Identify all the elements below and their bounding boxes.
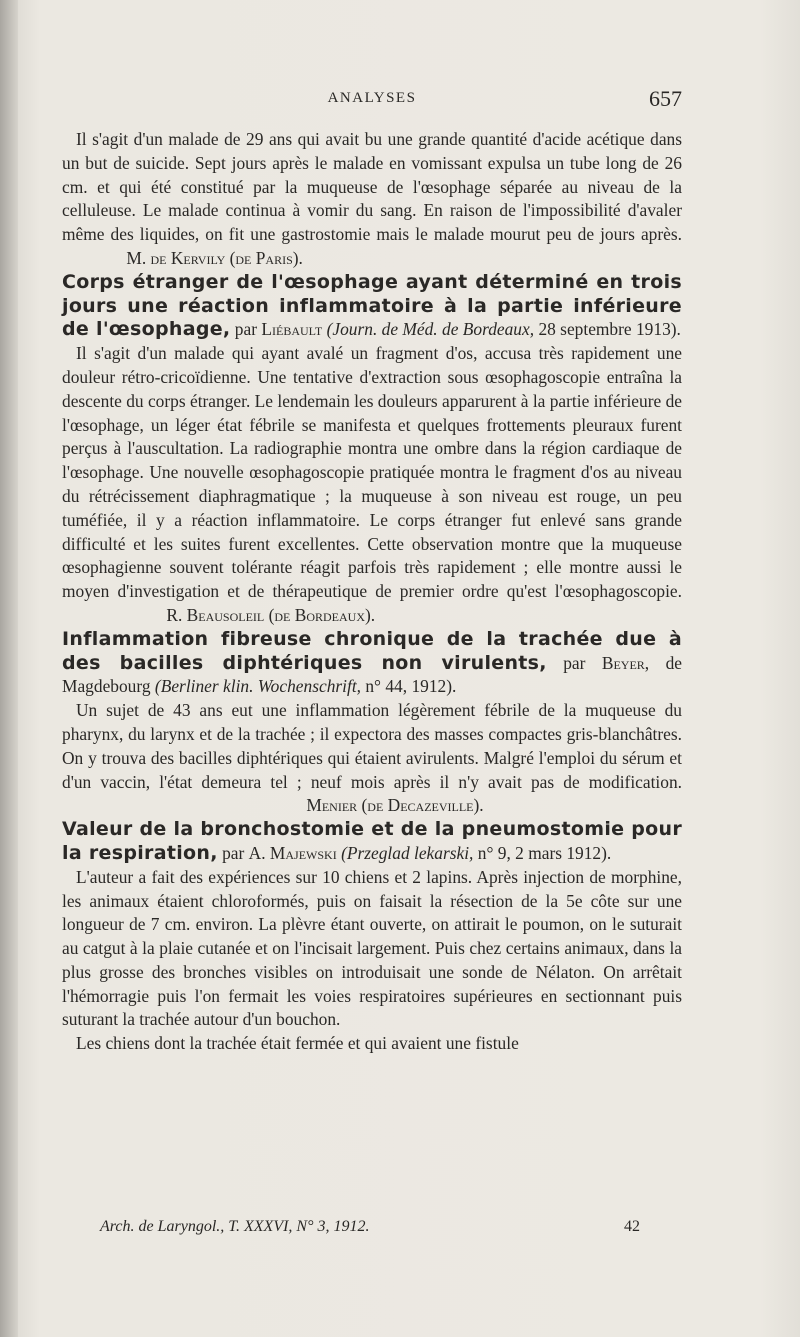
publication-date: 28 septembre 1913). xyxy=(538,319,681,340)
abstract-heading xyxy=(62,818,682,866)
running-title: ANALYSES xyxy=(327,90,417,106)
article-body xyxy=(62,128,682,1056)
paragraph xyxy=(62,1032,682,1056)
paragraph xyxy=(62,128,682,271)
journal-reference: Arch. de Laryngol., T. XXXVI, N° 3, 1912. xyxy=(100,1218,370,1235)
running-header xyxy=(62,86,682,116)
paragraph xyxy=(62,342,682,628)
sheet-number: 42 xyxy=(624,1218,640,1235)
paragraph-text: Les chiens dont la trachée était fermée et qui avaient une fistule xyxy=(76,1033,519,1054)
abstract-heading xyxy=(62,271,682,342)
abstract-heading xyxy=(62,628,682,699)
paragraph-text: Un sujet de 43 ans eut une inflammation légèrement fébrile de la muqueuse du pharynx, du larynx et de la trachée ; il expectora des masses compactes gris-blanchâtres. On y trouva des bacilles diphtériques qui étaient avirulents. Malgré l'emploi du sérum et d'un vaccin, l'état demeura tel ; neuf mois après il n'y avait pas de modification. xyxy=(62,700,682,792)
abstract-author: Beyer, xyxy=(601,652,650,673)
paragraph xyxy=(62,866,682,1033)
signature: M. de Kervily (de Paris). xyxy=(126,247,303,268)
signature: R. Beausoleil (de Bordeaux). xyxy=(166,604,376,625)
by-word: par xyxy=(222,842,245,863)
journal-issue: n° 9, 2 mars 1912). xyxy=(477,842,612,863)
abstract-title: Inflammation fibreuse chronique de la trachée due à des bacilles diphtériques non virulents, xyxy=(62,627,682,674)
journal-source: (Journ. de Méd. de Bordeaux, xyxy=(326,319,535,340)
abstract-author: Liébault xyxy=(261,319,323,340)
journal-source: (Berliner klin. Wochenschrift, xyxy=(154,676,361,697)
paragraph-text: Il s'agit d'un malade de 29 ans qui avait bu une grande quantité d'acide acétique dans un but de suicide. Sept jours après le malade en vomissant expulsa un tube long de 26 cm. et qui été constitué par la muqueuse de l'œsophage séparée au niveau de la celluleuse. Le malade continua à vomir du sang. En raison de l'impossibilité d'avaler même des liquides, on fit une gastrostomie mais le malade mourut peu de jours après. xyxy=(62,129,682,245)
abstract-title: Valeur de la bronchostomie et de la pneumostomie pour la respiration, xyxy=(62,818,682,864)
paragraph-text: Il s'agit d'un malade qui ayant avalé un fragment d'os, accusa très rapidement une douleur rétro-cricoïdienne. Une tentative d'extraction sous œsophagoscopie entraîna la descente du corps étranger. Le lendemain les douleurs apparurent à la partie inférieure de l'œsophage, un léger état fébrile se manifesta et quelques frottements pleuraux furent perçus à l'auscultation. La radiographie montra une ombre dans la région cardiaque de l'œsophage. Une nouvelle œsophagoscopie pratiquée montra le fragment d'os au niveau du rétrécissement diaphragmatique ; la muqueuse à son niveau est rouge, un peu tuméfiée, il y a réaction inflammatoire. Le corps étranger fut enlevé sans grande difficulté et les suites furent excellentes. Cette observation montre que la muqueuse œsophagienne souvent tolérante réagit parfois très rapidement ; elle montre aussi le moyen d'investigation et de thérapeutique de premier ordre qu'est l'œsophagoscopie. xyxy=(62,343,682,602)
paragraph xyxy=(62,699,682,818)
journal-issue: n° 44, 1912). xyxy=(365,676,457,697)
abstract-author: A. Majewski xyxy=(248,842,337,863)
by-word: par xyxy=(234,319,258,340)
page-footer xyxy=(100,1218,640,1236)
by-word: par xyxy=(563,652,586,673)
page-number: 657 xyxy=(649,86,682,111)
paragraph-text: L'auteur a fait des expériences sur 10 chiens et 2 lapins. Après injection de morphine, les animaux étaient chloroformés, puis on faisait la résection de la 5e côte sur une longueur de 7 cm. environ. La plèvre étant ouverte, on attirait le poumon, on le suturait au catgut à la plaie cutanée et on l'incisait largement. Puis chez certains animaux, dans la plus grosse des bronches visibles on introduisait une sonde de Nélaton. On arrêtait l'hémorragie puis l'on fermait les voies respiratoires supérieures en sectionnant puis suturant la trachée autour d'un bouchon. xyxy=(62,866,682,1030)
journal-source: (Przeglad lekarski, xyxy=(341,842,474,863)
signature: Menier (de Decazeville). xyxy=(306,795,484,816)
author-place: de Magdebourg xyxy=(62,652,682,697)
book-spine-shadow xyxy=(0,0,18,1337)
abstract-title: Corps étranger de l'œsophage ayant déterminé en trois jours une réaction inflammatoire à la partie inférieure de l'œsophage, xyxy=(62,270,682,341)
